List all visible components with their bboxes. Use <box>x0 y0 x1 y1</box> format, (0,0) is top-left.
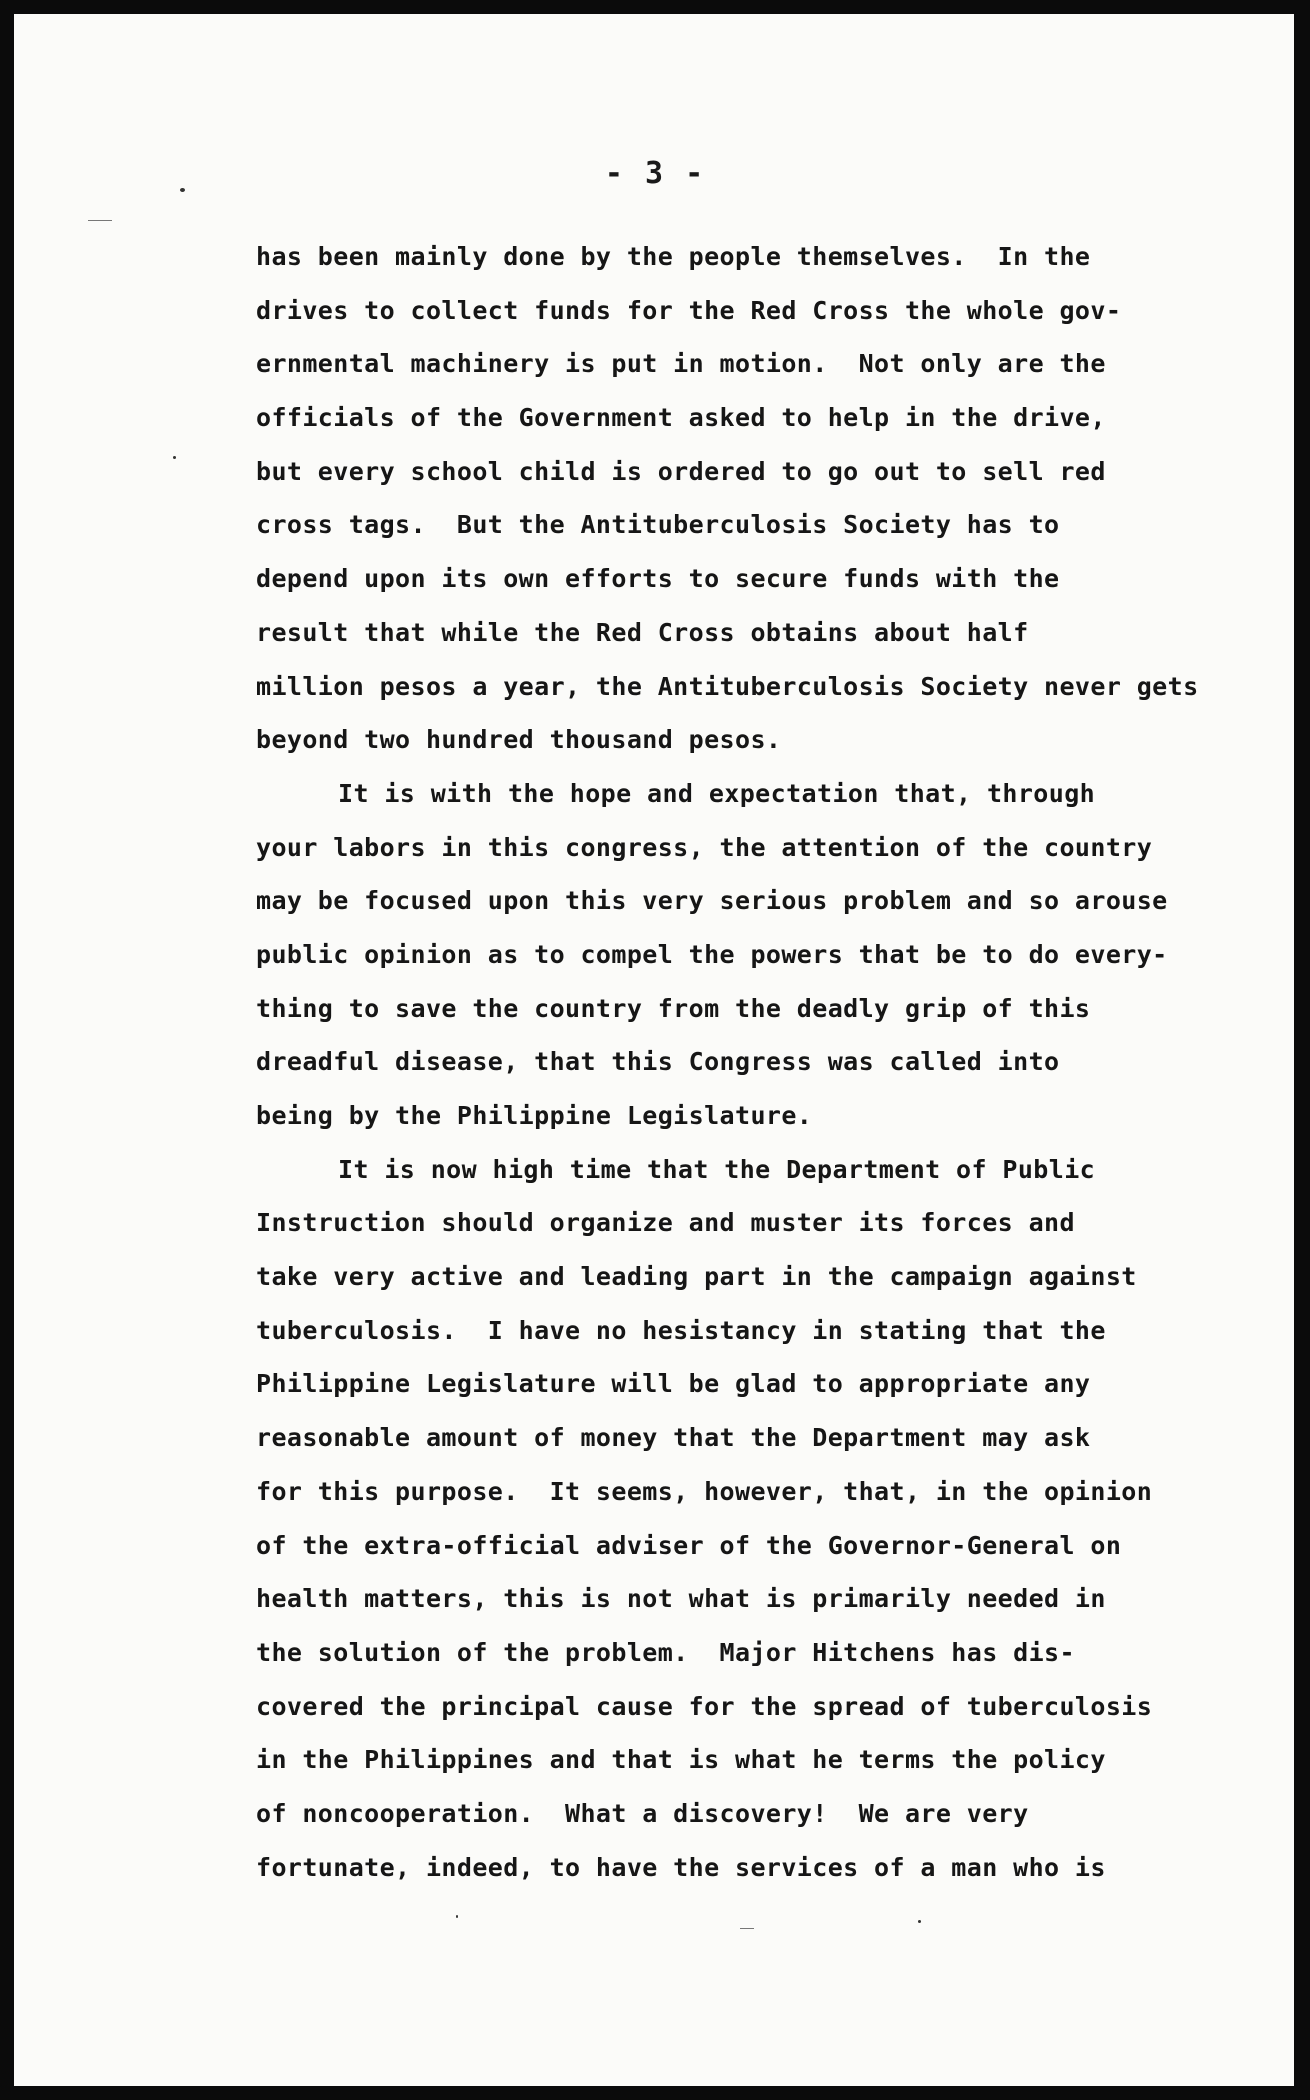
text-line: thing to save the country from the deadly grip of this <box>256 993 1091 1023</box>
text-line: fortunate, indeed, to have the services of a man who is <box>256 1852 1106 1882</box>
text-line: cross tags. But the Antituberculosis Society has to <box>256 510 1060 540</box>
text-line: health matters, this is not what is primarily needed in <box>256 1584 1106 1614</box>
scan-speck <box>456 1915 458 1918</box>
text-line: tuberculosis. I have no hesistancy in stating that the <box>256 1315 1106 1345</box>
text-line: your labors in this congress, the attention of the country <box>256 832 1153 862</box>
text-line: of noncooperation. What a discovery! We are very <box>256 1798 1029 1828</box>
text-line: being by the Philippine Legislature. <box>256 1101 813 1130</box>
text-line: for this purpose. It seems, however, that, in the opinion <box>256 1476 1153 1506</box>
text-line: million pesos a year, the Antituberculosis Society never gets <box>256 671 1199 701</box>
scan-mark <box>88 220 112 221</box>
paragraph-start-line: It is with the hope and expectation that, through <box>338 778 1096 808</box>
text-line: covered the principal cause for the spread of tuberculosis <box>256 1691 1153 1721</box>
text-line: Instruction should organize and muster its forces and <box>256 1208 1075 1238</box>
text-line: drives to collect funds for the Red Cross the whole gov- <box>256 295 1122 325</box>
text-line: dreadful disease, that this Congress was called into <box>256 1047 1060 1077</box>
text-line: may be focused upon this very serious problem and so arouse <box>256 886 1168 916</box>
text-line: public opinion as to compel the powers that be to do every- <box>256 939 1168 969</box>
scan-mark <box>740 1928 754 1929</box>
text-line: in the Philippines and that is what he terms the policy <box>256 1745 1106 1775</box>
text-line: of the extra-official adviser of the Governor-General on <box>256 1530 1122 1560</box>
scan-speck <box>173 456 176 459</box>
text-line: reasonable amount of money that the Department may ask <box>256 1423 1091 1453</box>
scan-speck <box>918 1920 921 1923</box>
page-number: - 3 - <box>604 156 706 191</box>
text-line: beyond two hundred thousand pesos. <box>256 725 782 755</box>
text-line: the solution of the problem. Major Hitchens has dis- <box>256 1637 1075 1667</box>
text-line: has been mainly done by the people themselves. In the <box>256 242 1091 271</box>
text-line: officials of the Government asked to help in the drive, <box>256 403 1106 433</box>
scan-speck <box>180 188 185 192</box>
typed-body-text <box>256 230 1199 1894</box>
text-line: depend upon its own efforts to secure funds with the <box>256 564 1060 594</box>
text-line: result that while the Red Cross obtains about half <box>256 617 1029 647</box>
text-line: but every school child is ordered to go out to sell red <box>256 456 1106 486</box>
text-line: Philippine Legislature will be glad to appropriate any <box>256 1369 1091 1399</box>
text-line: ernmental machinery is put in motion. Not only are the <box>256 349 1106 379</box>
paragraph-start-line: It is now high time that the Department of Public <box>338 1154 1096 1184</box>
text-line: take very active and leading part in the campaign against <box>256 1262 1137 1292</box>
